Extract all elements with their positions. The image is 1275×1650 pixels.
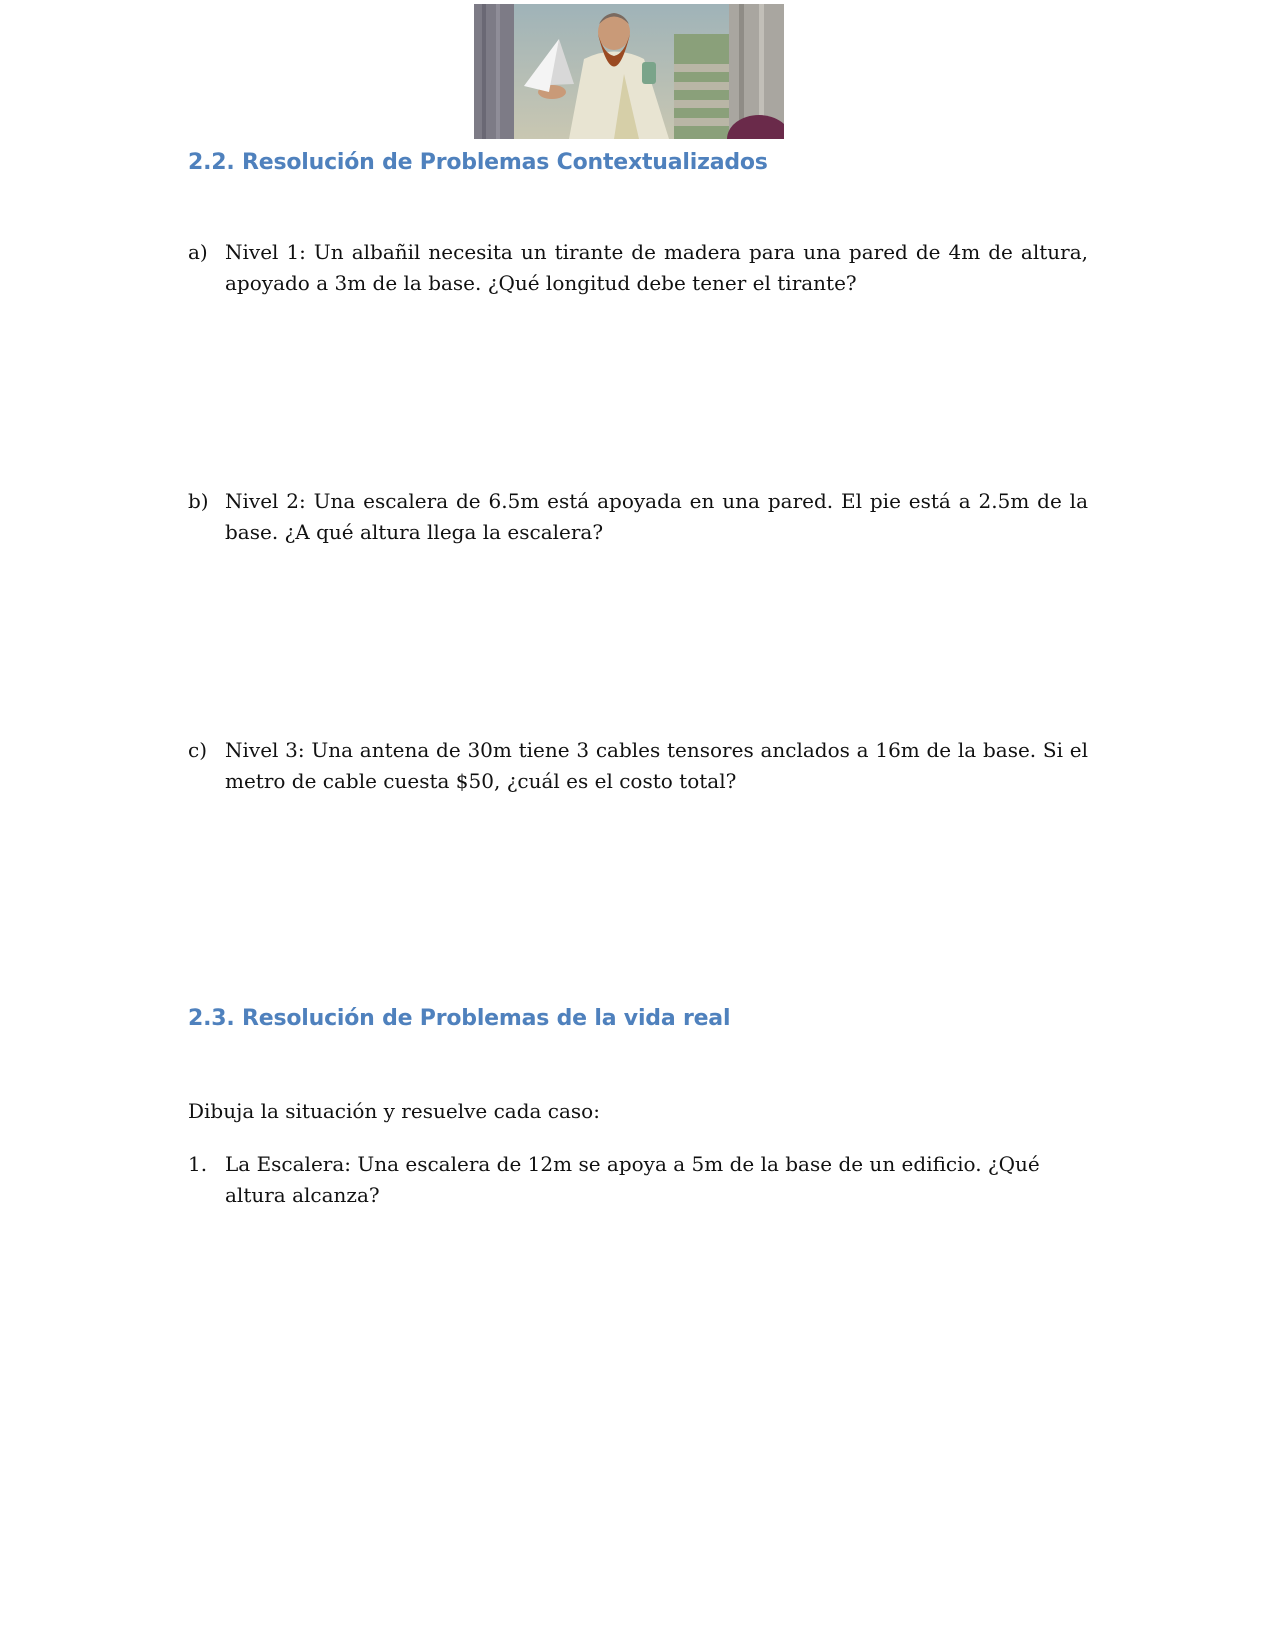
problem-text: Nivel 2: Una escalera de 6.5m está apoyada en una pared. El pie está a 2.5m de la base. ¿A qué altura llega la escalera?: [225, 489, 1088, 544]
list-item: [188, 1149, 1088, 1211]
list-item: [188, 237, 1088, 299]
problem-text: La Escalera: Una escalera de 12m se apoya a 5m de la base de un edificio. ¿Qué altura alcanza?: [225, 1152, 1040, 1207]
instruction-text: Dibuja la situación y resuelve cada caso:: [188, 1099, 600, 1123]
list-marker: b): [188, 489, 209, 513]
list-marker: 1.: [188, 1152, 208, 1176]
problem-text: Nivel 3: Una antena de 30m tiene 3 cables tensores anclados a 16m de la base. Si el metro de cable cuesta $50, ¿cuál es el costo total?: [225, 738, 1088, 793]
list-marker: c): [188, 738, 208, 762]
list-item: [188, 486, 1088, 548]
list-item: [188, 735, 1088, 797]
problem-text: Nivel 1: Un albañil necesita un tirante de madera para una pared de 4m de altura, apoyado a 3m de la base. ¿Qué longitud debe tener el tirante?: [225, 240, 1088, 295]
pythagoras-icon: [474, 4, 784, 139]
pythagoras-illustration: [474, 4, 784, 139]
section-2-2-title: 2.2. Resolución de Problemas Contextualizados: [188, 150, 768, 175]
section-2-3-title: 2.3. Resolución de Problemas de la vida real: [188, 1006, 731, 1031]
list-marker: a): [188, 240, 208, 264]
